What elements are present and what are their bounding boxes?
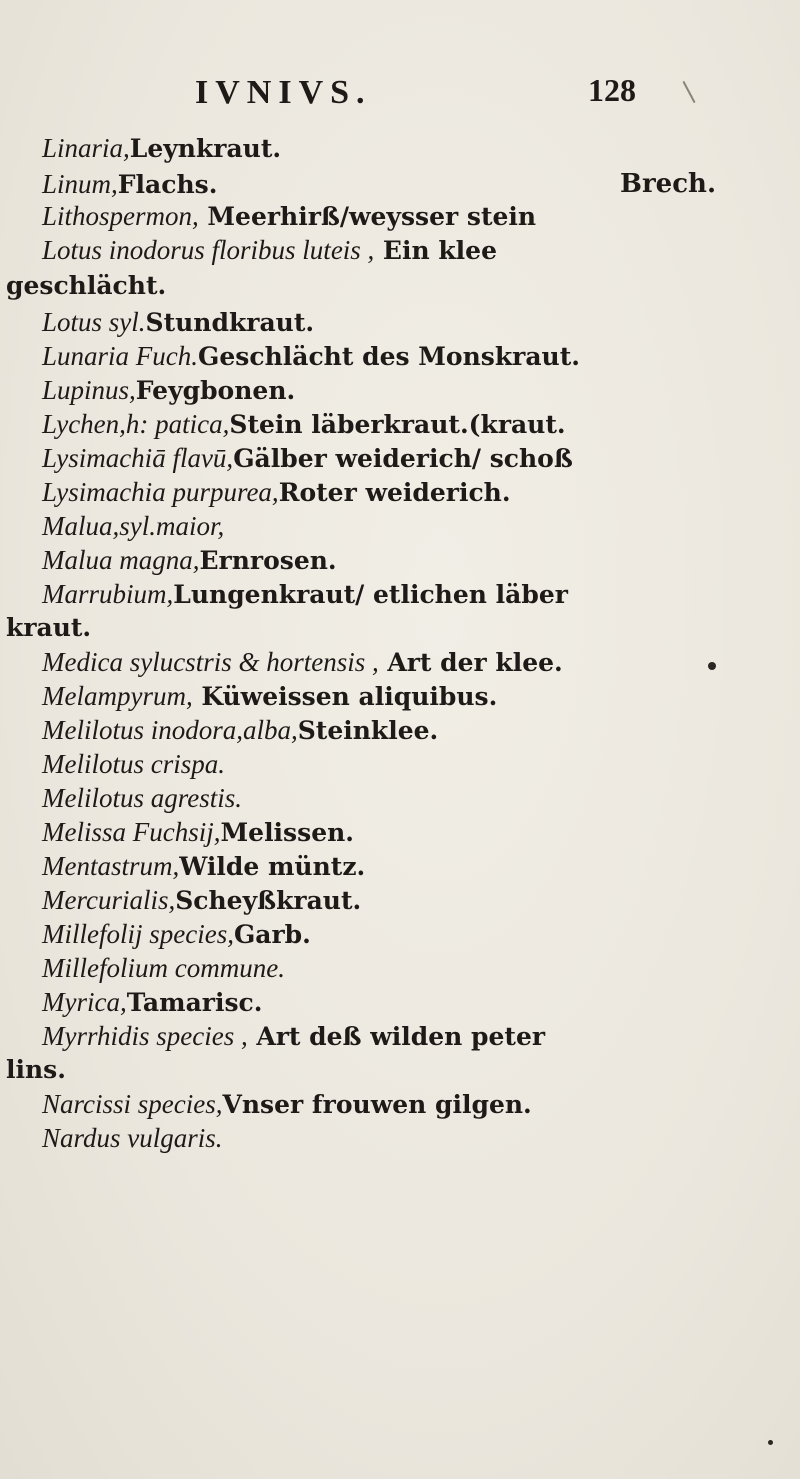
entry-line	[42, 1120, 223, 1156]
german-name: Stein läberkraut.(kraut.	[229, 410, 566, 439]
german-name: Küweissen aliquibus.	[201, 682, 498, 711]
german-name: Stundkraut.	[145, 308, 315, 337]
entry-line	[42, 712, 438, 748]
ink-speck	[768, 1440, 773, 1445]
ink-speck	[708, 662, 716, 670]
latin-name: Lychen,h: patica,	[42, 409, 230, 439]
german-name: Ein klee	[382, 236, 497, 265]
german-name: Gälber weiderich/ schoß	[233, 444, 573, 473]
entry-line	[42, 130, 281, 166]
latin-name: Marrubium,	[42, 579, 174, 609]
entry-line	[42, 746, 225, 782]
marginal-word: Brech.	[620, 169, 717, 199]
entry-line	[42, 882, 361, 918]
latin-name: Lotus syl.	[42, 307, 146, 337]
latin-name: Lotus inodorus floribus luteis ,	[42, 235, 375, 265]
german-name: kraut.	[6, 613, 92, 642]
entry-line	[42, 916, 311, 952]
german-name: lins.	[6, 1055, 66, 1084]
entry-line	[42, 1086, 532, 1122]
latin-name: Linum,	[42, 169, 118, 199]
entry-line	[42, 848, 365, 884]
german-name: Roter weiderich.	[278, 478, 511, 507]
entry-line	[42, 474, 511, 510]
latin-name: Myrrhidis species ,	[42, 1021, 248, 1051]
latin-name: Lysimachia purpurea,	[42, 477, 279, 507]
entry-line	[42, 508, 224, 544]
latin-name: Melissa Fuchsij,	[42, 817, 221, 847]
entry-line	[42, 372, 295, 408]
latin-name: Lysimachiā flavū,	[42, 443, 234, 473]
entry-line	[6, 1052, 66, 1088]
german-name: Melissen.	[220, 818, 354, 847]
german-name: Flachs.	[117, 170, 218, 199]
latin-name: Lupinus,	[42, 375, 136, 405]
latin-name: Myrica,	[42, 987, 127, 1017]
page-header	[0, 70, 800, 120]
entry-line	[42, 198, 536, 234]
entry-line	[42, 232, 497, 268]
german-name: Lungenkraut/ etlichen läber	[173, 580, 568, 609]
german-name: Garb.	[233, 920, 311, 949]
german-name: geschlächt.	[6, 271, 167, 300]
entry-line	[42, 166, 762, 202]
entry-line	[42, 644, 563, 680]
german-name: Ernrosen.	[199, 546, 337, 575]
german-name: Art der klee.	[387, 648, 563, 677]
german-name: Feygbonen.	[135, 376, 296, 405]
latin-name: Mercurialis,	[42, 885, 176, 915]
german-name: Wilde müntz.	[179, 852, 366, 881]
entry-line	[6, 268, 166, 304]
german-name: Meerhirß/weysser stein	[207, 202, 537, 231]
entry-line	[42, 440, 573, 476]
german-name: Leynkraut.	[129, 134, 282, 163]
german-name: Tamarisc.	[126, 988, 263, 1017]
latin-name: Melampyrum,	[42, 681, 193, 711]
latin-name: Mentastrum,	[42, 851, 180, 881]
latin-name: Melilotus agrestis.	[42, 783, 242, 813]
latin-name: Medica sylucstris & hortensis ,	[42, 647, 379, 677]
latin-name: Lunaria Fuch.	[42, 341, 199, 371]
latin-name: Lithospermon,	[42, 201, 199, 231]
entry-line	[42, 984, 262, 1020]
entry-line	[6, 610, 91, 646]
latin-name: Millefolij species,	[42, 919, 234, 949]
entry-line	[42, 338, 580, 374]
entry-line	[42, 950, 285, 986]
latin-name: Malua magna,	[42, 545, 200, 575]
entry-line	[42, 678, 497, 714]
page-number: 128	[588, 72, 636, 108]
latin-name: Malua,syl.maior,	[42, 511, 225, 541]
entry-line	[42, 406, 566, 442]
german-name: Geschlächt des Monskraut.	[198, 342, 580, 371]
latin-name: Linaria,	[42, 133, 130, 163]
latin-name: Narcissi species,	[42, 1089, 223, 1119]
entry-line	[42, 576, 568, 612]
entry-line	[42, 1018, 545, 1054]
german-name: Art deß wilden peter	[256, 1022, 546, 1051]
entry-line	[42, 780, 242, 816]
latin-name: Nardus vulgaris.	[42, 1123, 223, 1153]
german-name: Vnser frouwen gilgen.	[222, 1090, 532, 1119]
latin-name: Melilotus crispa.	[42, 749, 225, 779]
entry-line	[42, 542, 337, 578]
german-name: Scheyßkraut.	[175, 886, 362, 915]
latin-name: Melilotus inodora,alba,	[42, 715, 298, 745]
entry-line	[42, 304, 314, 340]
german-name: Steinklee.	[297, 716, 439, 745]
entry-line	[42, 814, 354, 850]
latin-name: Millefolium commune.	[42, 953, 285, 983]
running-head: IVNIVS.	[195, 74, 372, 111]
